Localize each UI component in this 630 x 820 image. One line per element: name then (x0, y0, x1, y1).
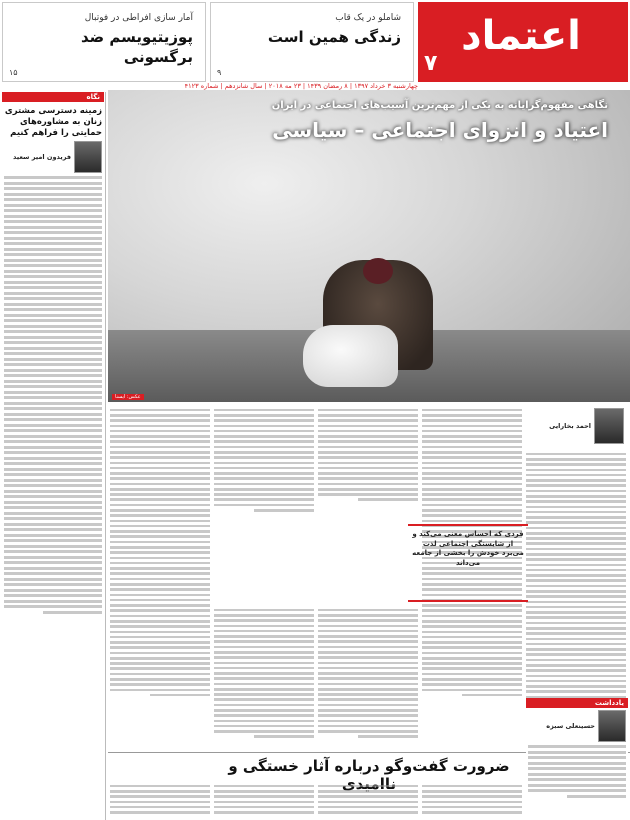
author-photo (74, 141, 102, 173)
teaser-box-right[interactable] (210, 2, 414, 82)
author-name: حسینعلی سبزه (546, 722, 595, 730)
sidebar-author (4, 141, 102, 173)
teaser-page-number: ۹ (217, 68, 222, 77)
article-column-4b (214, 606, 314, 746)
article-author (526, 406, 626, 446)
teaser-title: زندگی همین است (267, 28, 401, 46)
section-label: یادداشت (526, 698, 628, 708)
bottom-column-5 (110, 782, 210, 820)
pull-quote-text: فردی که احساس معنی می‌کند و از شایستگی اجتماعی لذت می‌برد خودش را بخشی از جامعه می‌داند (412, 530, 524, 567)
logo-text: اعتماد (461, 13, 581, 59)
author-photo (598, 710, 626, 742)
pull-quote (408, 524, 528, 602)
note-box (526, 698, 628, 818)
hero-title[interactable]: اعتیاد و انزوای اجتماعی – سیاسی (272, 118, 608, 142)
teaser-page-number: ۱۵ (9, 68, 18, 77)
sidebar-article-title[interactable]: زمینه دسترسی مشتری زنان به مشاوره‌های حمایتی را فراهم کنیم (4, 106, 102, 138)
hero-kicker: نگاهی مفهوم‌گرایانه به یکی از مهم‌ترین آسیب‌های اجتماعی در ایران (271, 100, 608, 111)
second-story-headline[interactable]: ضرورت گفت‌و‌گو درباره آثار خستگی و (228, 757, 510, 775)
teaser-kicker: آمار سازی افراطی در فوتبال (84, 13, 193, 23)
bottom-column-4 (214, 782, 314, 820)
hero-photo[interactable] (108, 90, 630, 402)
article-column-4 (214, 406, 314, 522)
article-column-3b (318, 606, 418, 746)
teaser-box-left[interactable] (2, 2, 206, 82)
section-label: نگاه (2, 92, 104, 102)
author-name: احمد بخارایی (549, 422, 591, 430)
white-sack (303, 325, 398, 387)
masthead (0, 0, 630, 88)
bottom-column-2 (422, 782, 522, 820)
dateline: چهارشنبه ۳ خرداد ۱۳۹۷ | ۸ رمضان ۱۴۳۹ | ۲۳ مه ۲۰۱۸ | سال شانزدهم | شماره ۴۱۲۳ (184, 82, 418, 90)
issue-badge: ۷ (424, 51, 438, 76)
teaser-kicker: شاملو در یک قاب (335, 13, 401, 23)
article-column-5 (110, 406, 210, 780)
newspaper-logo[interactable] (418, 2, 628, 82)
author-name: فریدون امیر سعید (12, 153, 71, 161)
note-body-text (528, 745, 626, 798)
author-photo (594, 408, 624, 444)
sidebar-body-text (4, 176, 102, 614)
teaser-title: پوزیتیویسم ضد برگسونی (81, 28, 193, 66)
sidebar (0, 92, 106, 820)
person-head (363, 258, 393, 284)
photo-credit: عکس: ایسنا (112, 394, 144, 400)
note-author (528, 710, 626, 742)
bottom-column-3 (318, 782, 418, 820)
